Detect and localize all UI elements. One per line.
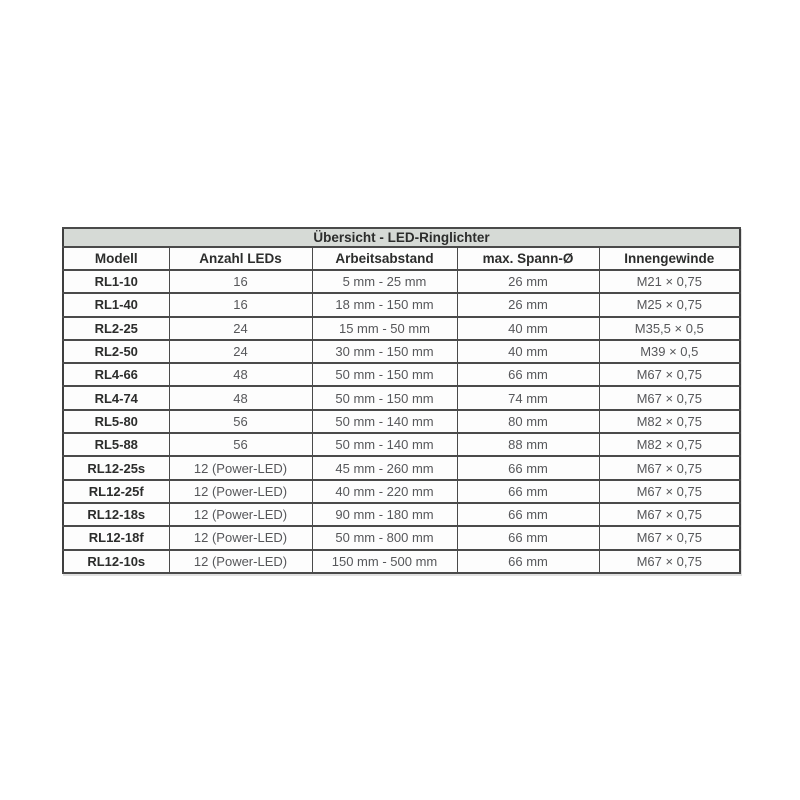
working-distance-cell: 50 mm - 150 mm [312,363,457,386]
max-clamp-diameter-cell: 66 mm [457,550,599,573]
max-clamp-diameter-cell: 88 mm [457,433,599,456]
inner-thread-cell: M35,5 × 0,5 [599,317,740,340]
column-header-anzahl-leds: Anzahl LEDs [169,247,312,270]
led-count-cell: 12 (Power-LED) [169,456,312,479]
working-distance-cell: 50 mm - 800 mm [312,526,457,549]
working-distance-cell: 50 mm - 140 mm [312,433,457,456]
inner-thread-cell: M67 × 0,75 [599,386,740,409]
inner-thread-cell: M67 × 0,75 [599,550,740,573]
model-cell: RL5-88 [63,433,169,456]
working-distance-cell: 5 mm - 25 mm [312,270,457,293]
max-clamp-diameter-cell: 40 mm [457,317,599,340]
table-row [63,410,740,433]
working-distance-cell: 90 mm - 180 mm [312,503,457,526]
max-clamp-diameter-cell: 80 mm [457,410,599,433]
inner-thread-cell: M67 × 0,75 [599,456,740,479]
led-count-cell: 56 [169,433,312,456]
led-count-cell: 16 [169,293,312,316]
led-count-cell: 12 (Power-LED) [169,503,312,526]
max-clamp-diameter-cell: 74 mm [457,386,599,409]
table-row [63,526,740,549]
model-cell: RL1-40 [63,293,169,316]
table-row [63,293,740,316]
max-clamp-diameter-cell: 40 mm [457,340,599,363]
inner-thread-cell: M21 × 0,75 [599,270,740,293]
led-count-cell: 24 [169,317,312,340]
working-distance-cell: 50 mm - 140 mm [312,410,457,433]
model-cell: RL2-50 [63,340,169,363]
column-header-innengewinde: Innengewinde [599,247,740,270]
model-cell: RL2-25 [63,317,169,340]
max-clamp-diameter-cell: 66 mm [457,503,599,526]
inner-thread-cell: M67 × 0,75 [599,480,740,503]
model-cell: RL1-10 [63,270,169,293]
inner-thread-cell: M39 × 0,5 [599,340,740,363]
working-distance-cell: 15 mm - 50 mm [312,317,457,340]
working-distance-cell: 50 mm - 150 mm [312,386,457,409]
led-count-cell: 48 [169,363,312,386]
model-cell: RL12-18s [63,503,169,526]
led-count-cell: 56 [169,410,312,433]
table-row [63,317,740,340]
table-row [63,340,740,363]
table-row [63,456,740,479]
led-count-cell: 12 (Power-LED) [169,526,312,549]
led-count-cell: 12 (Power-LED) [169,550,312,573]
led-count-cell: 16 [169,270,312,293]
inner-thread-cell: M25 × 0,75 [599,293,740,316]
table-header-row [63,247,740,270]
model-cell: RL4-66 [63,363,169,386]
table-row [63,433,740,456]
led-count-cell: 12 (Power-LED) [169,480,312,503]
table-row [63,550,740,573]
model-cell: RL12-18f [63,526,169,549]
page-content [62,227,739,574]
working-distance-cell: 150 mm - 500 mm [312,550,457,573]
led-count-cell: 24 [169,340,312,363]
inner-thread-cell: M67 × 0,75 [599,363,740,386]
led-ringlight-spec-table [62,227,741,574]
led-count-cell: 48 [169,386,312,409]
max-clamp-diameter-cell: 26 mm [457,270,599,293]
table-row [63,480,740,503]
table-row [63,363,740,386]
column-header-arbeitsabstand: Arbeitsabstand [312,247,457,270]
model-cell: RL4-74 [63,386,169,409]
working-distance-cell: 40 mm - 220 mm [312,480,457,503]
working-distance-cell: 45 mm - 260 mm [312,456,457,479]
max-clamp-diameter-cell: 26 mm [457,293,599,316]
max-clamp-diameter-cell: 66 mm [457,363,599,386]
max-clamp-diameter-cell: 66 mm [457,456,599,479]
model-cell: RL5-80 [63,410,169,433]
column-header-max-spann-durchmesser: max. Spann-Ø [457,247,599,270]
inner-thread-cell: M67 × 0,75 [599,526,740,549]
table-row [63,270,740,293]
working-distance-cell: 18 mm - 150 mm [312,293,457,316]
model-cell: RL12-25s [63,456,169,479]
inner-thread-cell: M82 × 0,75 [599,410,740,433]
max-clamp-diameter-cell: 66 mm [457,480,599,503]
inner-thread-cell: M82 × 0,75 [599,433,740,456]
max-clamp-diameter-cell: 66 mm [457,526,599,549]
column-header-modell: Modell [63,247,169,270]
inner-thread-cell: M67 × 0,75 [599,503,740,526]
model-cell: RL12-10s [63,550,169,573]
table-title-row [63,228,740,247]
table-body [63,270,740,573]
table-row [63,386,740,409]
table-title: Übersicht - LED-Ringlichter [63,228,740,247]
model-cell: RL12-25f [63,480,169,503]
table-row [63,503,740,526]
working-distance-cell: 30 mm - 150 mm [312,340,457,363]
